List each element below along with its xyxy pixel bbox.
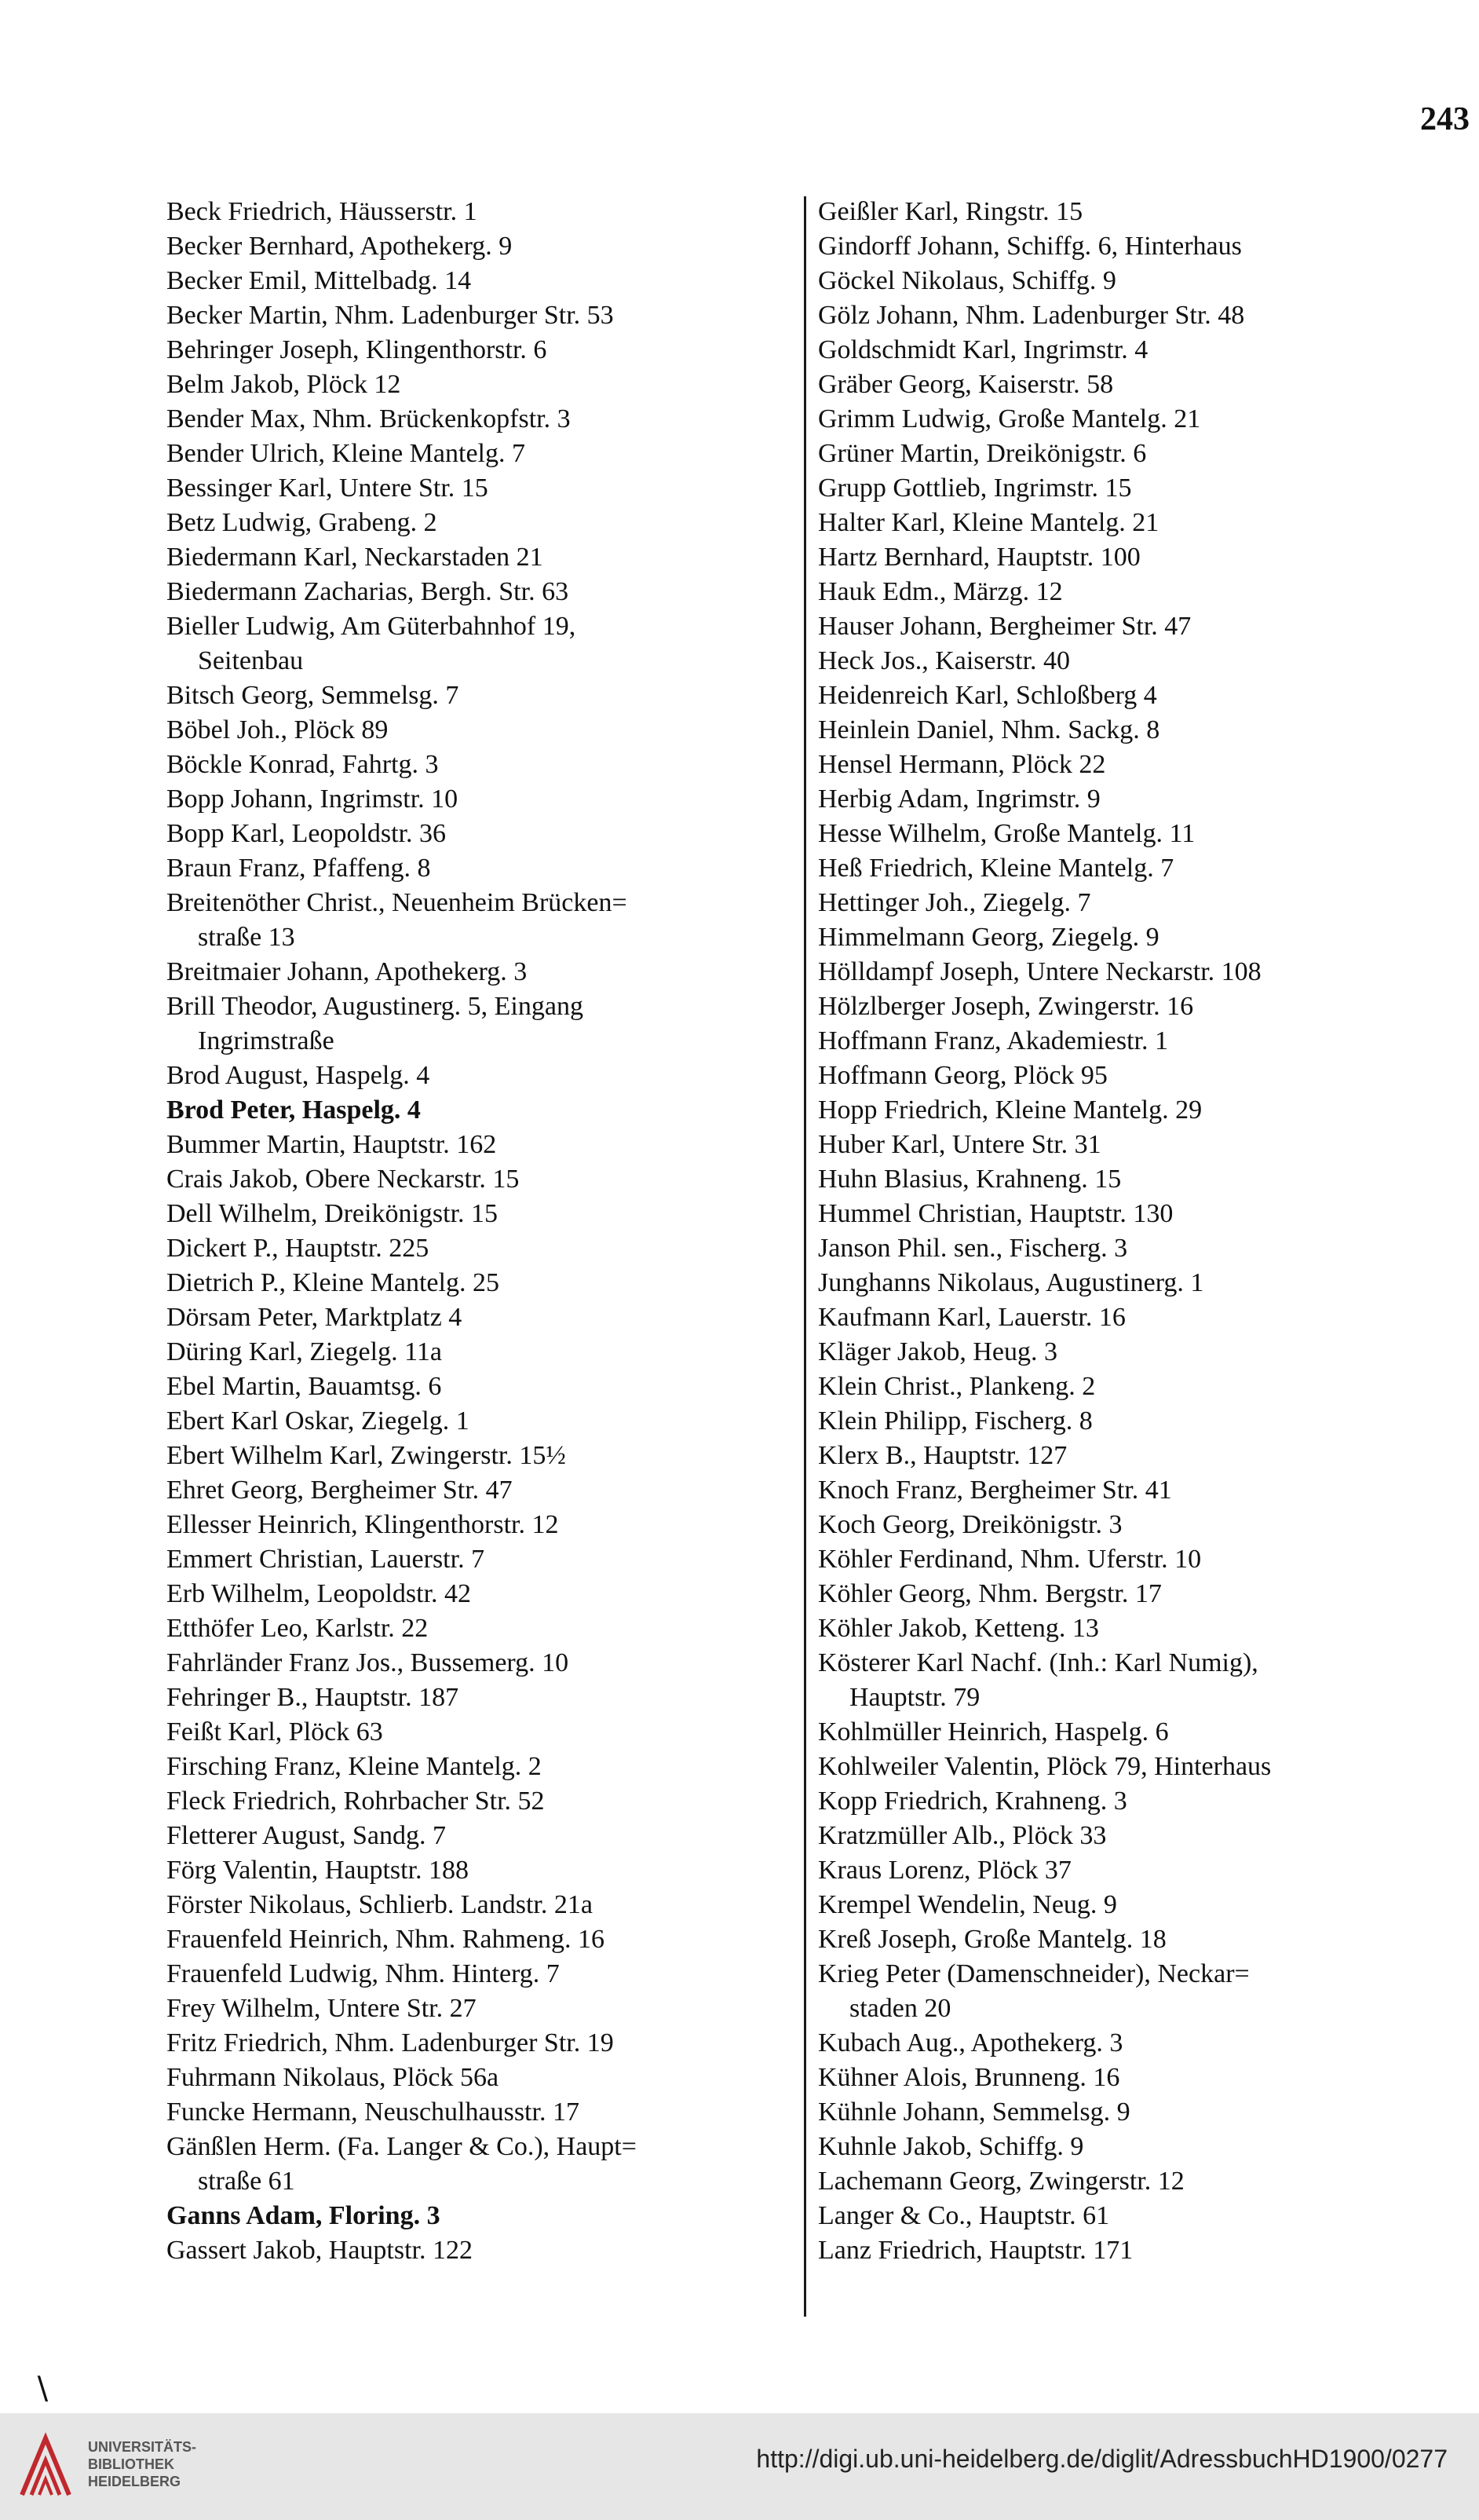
directory-entry bbox=[818, 1853, 1470, 1888]
right-column bbox=[818, 195, 1470, 2268]
entry-text: Gölz Johann, Nhm. Ladenburger Str. 48 bbox=[818, 301, 1245, 330]
entry-text: Klein Christ., Plankeng. 2 bbox=[818, 1372, 1096, 1401]
directory-entry bbox=[166, 817, 802, 851]
directory-entry bbox=[818, 1197, 1470, 1231]
directory-entry bbox=[166, 333, 802, 368]
entry-text: Langer & Co., Hauptstr. 61 bbox=[818, 2201, 1110, 2230]
entry-text: Hartz Bernhard, Hauptstr. 100 bbox=[818, 543, 1141, 572]
entry-text: Etthöfer Leo, Karlstr. 22 bbox=[166, 1614, 429, 1643]
entry-text: Becker Emil, Mittelbadg. 14 bbox=[166, 266, 472, 295]
directory-entry bbox=[166, 886, 802, 955]
entry-text: Gindorff Johann, Schiffg. 6, Hinterhaus bbox=[818, 232, 1242, 261]
entry-text: Förster Nikolaus, Schlierb. Landstr. 21a bbox=[166, 1890, 593, 1919]
entry-text: Huhn Blasius, Krahneng. 15 bbox=[818, 1165, 1122, 1194]
entry-text: Herbig Adam, Ingrimstr. 9 bbox=[818, 785, 1101, 814]
entry-text: Kohlweiler Valentin, Plöck 79, Hinterhaus bbox=[818, 1752, 1272, 1781]
directory-entry bbox=[166, 782, 802, 817]
directory-entry bbox=[166, 1439, 802, 1473]
directory-entry bbox=[166, 1335, 802, 1370]
directory-entry bbox=[166, 1197, 802, 1231]
entry-text: Dickert P., Hauptstr. 225 bbox=[166, 1234, 429, 1263]
entry-text: Böckle Konrad, Fahrtg. 3 bbox=[166, 750, 439, 779]
directory-entry bbox=[818, 2199, 1470, 2233]
entry-text: Behringer Joseph, Klingenthorstr. 6 bbox=[166, 335, 547, 364]
directory-entry bbox=[818, 2233, 1470, 2268]
entry-text: Bitsch Georg, Semmelsg. 7 bbox=[166, 681, 459, 710]
directory-entry bbox=[166, 1059, 802, 1093]
directory-entry bbox=[818, 2164, 1470, 2199]
directory-entry bbox=[166, 1957, 802, 1991]
directory-entry bbox=[166, 748, 802, 782]
entry-text: Halter Karl, Kleine Mantelg. 21 bbox=[818, 508, 1159, 537]
directory-entry bbox=[166, 195, 802, 229]
directory-entry bbox=[166, 1853, 802, 1888]
entry-text: Koch Georg, Dreikönigstr. 3 bbox=[818, 1510, 1123, 1539]
directory-entry bbox=[166, 1991, 802, 2026]
directory-entry bbox=[166, 1611, 802, 1646]
directory-entry bbox=[166, 1162, 802, 1197]
directory-entry bbox=[818, 1370, 1470, 1404]
entry-text: Knoch Franz, Bergheimer Str. 41 bbox=[818, 1476, 1172, 1505]
entry-text: Erb Wilhelm, Leopoldstr. 42 bbox=[166, 1579, 472, 1608]
directory-entry bbox=[166, 298, 802, 333]
library-name bbox=[88, 2438, 196, 2490]
entry-text: Bopp Johann, Ingrimstr. 10 bbox=[166, 785, 458, 814]
entry-text: Bieller Ludwig, Am Güterbahnhof 19, bbox=[166, 612, 576, 641]
directory-entry bbox=[166, 2233, 802, 2268]
entry-text: Hesse Wilhelm, Große Mantelg. 11 bbox=[818, 819, 1196, 848]
directory-entry bbox=[166, 264, 802, 298]
entry-text: Kreß Joseph, Große Mantelg. 18 bbox=[818, 1925, 1167, 1954]
directory-entry bbox=[818, 1439, 1470, 1473]
directory-entry bbox=[166, 1370, 802, 1404]
directory-entry bbox=[818, 264, 1470, 298]
entry-text: Köhler Georg, Nhm. Bergstr. 17 bbox=[818, 1579, 1162, 1608]
directory-entry bbox=[166, 2130, 802, 2199]
directory-entry bbox=[166, 402, 802, 437]
entry-text: Kühnle Johann, Semmelsg. 9 bbox=[818, 2098, 1130, 2127]
entry-text: Ebel Martin, Bauamtsg. 6 bbox=[166, 1372, 442, 1401]
directory-entry bbox=[166, 609, 802, 678]
entry-text: Kubach Aug., Apothekerg. 3 bbox=[818, 2028, 1123, 2057]
directory-entry bbox=[166, 713, 802, 748]
directory-entry bbox=[166, 1715, 802, 1750]
directory-entry bbox=[818, 1231, 1470, 1266]
entry-text: Huber Karl, Untere Str. 31 bbox=[818, 1130, 1101, 1159]
directory-entry bbox=[818, 644, 1470, 678]
entry-text: Göckel Nikolaus, Schiffg. 9 bbox=[818, 266, 1116, 295]
library-name-line2: BIBLIOTHEK bbox=[88, 2456, 174, 2472]
directory-entry bbox=[166, 575, 802, 609]
entry-text: Ebert Wilhelm Karl, Zwingerstr. 15½ bbox=[166, 1441, 566, 1470]
entry-text: Fleck Friedrich, Rohrbacher Str. 52 bbox=[166, 1787, 545, 1816]
entry-continuation: Hauptstr. 79 bbox=[849, 1683, 981, 1712]
entry-text: Ganns Adam, Floring. 3 bbox=[166, 2201, 440, 2230]
entry-text: Bessinger Karl, Untere Str. 15 bbox=[166, 474, 488, 503]
entry-text: Geißler Karl, Ringstr. 15 bbox=[818, 197, 1083, 226]
entry-text: Firsching Franz, Kleine Mantelg. 2 bbox=[166, 1752, 542, 1781]
directory-entry bbox=[166, 437, 802, 471]
entry-text: Grüner Martin, Dreikönigstr. 6 bbox=[818, 439, 1147, 468]
directory-entry bbox=[166, 1888, 802, 1922]
directory-entry bbox=[818, 540, 1470, 575]
directory-entry bbox=[818, 1128, 1470, 1162]
entry-text: Frauenfeld Ludwig, Nhm. Hinterg. 7 bbox=[166, 1959, 560, 1988]
entry-text: Kratzmüller Alb., Plöck 33 bbox=[818, 1821, 1107, 1850]
directory-entry bbox=[166, 678, 802, 713]
entry-text: Hölldampf Joseph, Untere Neckarstr. 108 bbox=[818, 957, 1262, 986]
directory-entry bbox=[818, 817, 1470, 851]
entry-text: Hettinger Joh., Ziegelg. 7 bbox=[818, 888, 1091, 917]
entry-text: Lachemann Georg, Zwingerstr. 12 bbox=[818, 2167, 1185, 2196]
directory-entry bbox=[166, 2026, 802, 2061]
entry-text: Kohlmüller Heinrich, Haspelg. 6 bbox=[818, 1717, 1169, 1746]
entry-text: Grupp Gottlieb, Ingrimstr. 15 bbox=[818, 474, 1132, 503]
entry-text: Heck Jos., Kaiserstr. 40 bbox=[818, 646, 1071, 675]
directory-entry bbox=[818, 955, 1470, 989]
entry-text: Biedermann Karl, Neckarstaden 21 bbox=[166, 543, 543, 572]
entry-text: Feißt Karl, Plöck 63 bbox=[166, 1717, 383, 1746]
entry-text: Dietrich P., Kleine Mantelg. 25 bbox=[166, 1268, 499, 1297]
entry-text: Junghanns Nikolaus, Augustinerg. 1 bbox=[818, 1268, 1204, 1297]
entry-continuation: Seitenbau bbox=[198, 646, 304, 675]
directory-entry bbox=[818, 1750, 1470, 1784]
directory-entry bbox=[166, 1404, 802, 1439]
directory-entry bbox=[818, 748, 1470, 782]
directory-entry bbox=[818, 2095, 1470, 2130]
directory-entry bbox=[818, 471, 1470, 506]
entry-text: Braun Franz, Pfaffeng. 8 bbox=[166, 854, 431, 883]
entry-text: Gräber Georg, Kaiserstr. 58 bbox=[818, 370, 1114, 399]
directory-entry bbox=[166, 955, 802, 989]
directory-entry bbox=[818, 1059, 1470, 1093]
directory-entry bbox=[166, 2095, 802, 2130]
directory-entry bbox=[818, 609, 1470, 644]
directory-entry bbox=[818, 402, 1470, 437]
entry-text: Gänßlen Herm. (Fa. Langer & Co.), Haupt= bbox=[166, 2132, 637, 2161]
directory-entry bbox=[818, 1473, 1470, 1508]
entry-text: Breitenöther Christ., Neuenheim Brücken= bbox=[166, 888, 627, 917]
entry-text: Fehringer B., Hauptstr. 187 bbox=[166, 1683, 459, 1712]
directory-entry bbox=[166, 1784, 802, 1819]
directory-entry bbox=[818, 851, 1470, 886]
entry-text: Kopp Friedrich, Krahneng. 3 bbox=[818, 1787, 1127, 1816]
entry-text: Krieg Peter (Damenschneider), Neckar= bbox=[818, 1959, 1250, 1988]
directory-entry bbox=[818, 506, 1470, 540]
directory-entry bbox=[818, 1611, 1470, 1646]
entry-text: Becker Bernhard, Apothekerg. 9 bbox=[166, 232, 513, 261]
entry-text: Heß Friedrich, Kleine Mantelg. 7 bbox=[818, 854, 1174, 883]
directory-entry bbox=[818, 195, 1470, 229]
university-logo-icon bbox=[14, 2432, 77, 2501]
directory-entry bbox=[166, 2061, 802, 2095]
entry-text: Himmelmann Georg, Ziegelg. 9 bbox=[818, 923, 1159, 952]
entry-text: Hölzlberger Joseph, Zwingerstr. 16 bbox=[818, 992, 1194, 1021]
directory-entry bbox=[166, 1922, 802, 1957]
directory-entry bbox=[818, 229, 1470, 264]
directory-entry bbox=[166, 540, 802, 575]
entry-text: Hauk Edm., Märzg. 12 bbox=[818, 577, 1063, 606]
directory-entry bbox=[818, 2061, 1470, 2095]
page-number: 243 bbox=[1420, 101, 1470, 137]
entry-text: Dell Wilhelm, Dreikönigstr. 15 bbox=[166, 1199, 498, 1228]
entry-text: Heinlein Daniel, Nhm. Sackg. 8 bbox=[818, 715, 1160, 744]
directory-entry bbox=[166, 1542, 802, 1577]
directory-entry bbox=[818, 2130, 1470, 2164]
directory-entry bbox=[166, 2199, 802, 2233]
directory-entry bbox=[818, 1093, 1470, 1128]
entry-text: Kösterer Karl Nachf. (Inh.: Karl Numig), bbox=[818, 1648, 1258, 1677]
entry-text: Belm Jakob, Plöck 12 bbox=[166, 370, 401, 399]
directory-entry bbox=[166, 1508, 802, 1542]
directory-entry bbox=[818, 1508, 1470, 1542]
entry-text: Frey Wilhelm, Untere Str. 27 bbox=[166, 1994, 477, 2023]
source-url-link[interactable]: http://digi.ub.uni-heidelberg.de/diglit/AdressbuchHD1900/0277 bbox=[756, 2445, 1448, 2473]
entry-text: Beck Friedrich, Häusserstr. 1 bbox=[166, 197, 477, 226]
entry-text: Brod August, Haspelg. 4 bbox=[166, 1061, 430, 1090]
entry-text: Fahrländer Franz Jos., Bussemerg. 10 bbox=[166, 1648, 569, 1677]
library-name-line1: UNIVERSITÄTS- bbox=[88, 2439, 197, 2455]
directory-entry bbox=[818, 1266, 1470, 1300]
directory-entry bbox=[818, 1335, 1470, 1370]
column-divider bbox=[804, 196, 806, 2317]
entry-text: Bummer Martin, Hauptstr. 162 bbox=[166, 1130, 497, 1159]
entry-text: Funcke Hermann, Neuschulhausstr. 17 bbox=[166, 2098, 579, 2127]
entry-text: Kuhnle Jakob, Schiffg. 9 bbox=[818, 2132, 1084, 2161]
entry-text: Klerx B., Hauptstr. 127 bbox=[818, 1441, 1068, 1470]
directory-entry bbox=[818, 575, 1470, 609]
entry-text: Kühner Alois, Brunneng. 16 bbox=[818, 2063, 1120, 2092]
directory-entry bbox=[818, 1957, 1470, 2026]
left-column bbox=[166, 195, 802, 2268]
entry-text: Böbel Joh., Plöck 89 bbox=[166, 715, 389, 744]
directory-entry bbox=[818, 886, 1470, 920]
directory-entry bbox=[166, 989, 802, 1059]
entry-text: Frauenfeld Heinrich, Nhm. Rahmeng. 16 bbox=[166, 1925, 605, 1954]
entry-text: Brill Theodor, Augustinerg. 5, Eingang bbox=[166, 992, 583, 1021]
directory-entry bbox=[818, 1819, 1470, 1853]
entry-text: Heidenreich Karl, Schloßberg 4 bbox=[818, 681, 1157, 710]
directory-entry bbox=[818, 368, 1470, 402]
directory-entry bbox=[818, 1300, 1470, 1335]
entry-text: Ebert Karl Oskar, Ziegelg. 1 bbox=[166, 1406, 469, 1436]
entry-text: Hensel Hermann, Plöck 22 bbox=[818, 750, 1106, 779]
directory-entry bbox=[166, 1750, 802, 1784]
entry-continuation: straße 61 bbox=[198, 2167, 295, 2196]
directory-entry bbox=[166, 368, 802, 402]
entry-text: Becker Martin, Nhm. Ladenburger Str. 53 bbox=[166, 301, 614, 330]
directory-entry bbox=[818, 713, 1470, 748]
entry-text: Hummel Christian, Hauptstr. 130 bbox=[818, 1199, 1174, 1228]
entry-text: Krempel Wendelin, Neug. 9 bbox=[818, 1890, 1117, 1919]
entry-text: Bopp Karl, Leopoldstr. 36 bbox=[166, 819, 447, 848]
directory-entry bbox=[166, 506, 802, 540]
entry-continuation: Ingrimstraße bbox=[198, 1026, 334, 1055]
entry-text: Betz Ludwig, Grabeng. 2 bbox=[166, 508, 437, 537]
entry-text: Fuhrmann Nikolaus, Plöck 56a bbox=[166, 2063, 499, 2092]
directory-entry bbox=[818, 298, 1470, 333]
entry-text: Hoffmann Franz, Akademiestr. 1 bbox=[818, 1026, 1169, 1055]
entry-text: Kaufmann Karl, Lauerstr. 16 bbox=[818, 1303, 1126, 1332]
margin-mark: ∖ bbox=[31, 2372, 52, 2408]
entry-text: Grimm Ludwig, Große Mantelg. 21 bbox=[818, 404, 1201, 433]
entry-text: Fritz Friedrich, Nhm. Ladenburger Str. 19 bbox=[166, 2028, 614, 2057]
directory-entry bbox=[818, 1784, 1470, 1819]
directory-entry bbox=[818, 1577, 1470, 1611]
directory-entry bbox=[166, 1646, 802, 1681]
entry-text: Brod Peter, Haspelg. 4 bbox=[166, 1095, 421, 1125]
entry-text: Biedermann Zacharias, Bergh. Str. 63 bbox=[166, 577, 569, 606]
entry-text: Emmert Christian, Lauerstr. 7 bbox=[166, 1545, 485, 1574]
directory-entry bbox=[166, 1266, 802, 1300]
directory-entry bbox=[818, 920, 1470, 955]
directory-entry bbox=[818, 1404, 1470, 1439]
entry-text: Dörsam Peter, Marktplatz 4 bbox=[166, 1303, 462, 1332]
directory-entry bbox=[818, 437, 1470, 471]
directory-entry bbox=[818, 678, 1470, 713]
directory-entry bbox=[166, 851, 802, 886]
entry-text: Hopp Friedrich, Kleine Mantelg. 29 bbox=[818, 1095, 1203, 1125]
entry-text: Hauser Johann, Bergheimer Str. 47 bbox=[818, 612, 1192, 641]
entry-text: Düring Karl, Ziegelg. 11a bbox=[166, 1337, 442, 1366]
entry-text: Bender Ulrich, Kleine Mantelg. 7 bbox=[166, 439, 525, 468]
footer-bar bbox=[0, 2413, 1479, 2520]
entry-text: Gassert Jakob, Hauptstr. 122 bbox=[166, 2236, 473, 2265]
directory-entry bbox=[818, 2026, 1470, 2061]
entry-text: Crais Jakob, Obere Neckarstr. 15 bbox=[166, 1165, 520, 1194]
entry-text: Janson Phil. sen., Fischerg. 3 bbox=[818, 1234, 1128, 1263]
directory-entry bbox=[166, 1473, 802, 1508]
entry-text: Ehret Georg, Bergheimer Str. 47 bbox=[166, 1476, 513, 1505]
entry-text: Bender Max, Nhm. Brückenkopfstr. 3 bbox=[166, 404, 571, 433]
directory-entry bbox=[166, 1128, 802, 1162]
directory-entry bbox=[818, 1922, 1470, 1957]
directory-entry bbox=[818, 1162, 1470, 1197]
entry-text: Klein Philipp, Fischerg. 8 bbox=[818, 1406, 1093, 1436]
directory-entry bbox=[166, 229, 802, 264]
directory-entry bbox=[818, 1715, 1470, 1750]
entry-text: Förg Valentin, Hauptstr. 188 bbox=[166, 1856, 469, 1885]
directory-entry bbox=[818, 1646, 1470, 1715]
directory-entry bbox=[818, 1542, 1470, 1577]
directory-entry bbox=[818, 1024, 1470, 1059]
entry-text: Kraus Lorenz, Plöck 37 bbox=[818, 1856, 1072, 1885]
entry-text: Köhler Ferdinand, Nhm. Uferstr. 10 bbox=[818, 1545, 1202, 1574]
entry-text: Breitmaier Johann, Apothekerg. 3 bbox=[166, 957, 528, 986]
entry-text: Kläger Jakob, Heug. 3 bbox=[818, 1337, 1057, 1366]
directory-entry bbox=[166, 1300, 802, 1335]
directory-entry bbox=[166, 1681, 802, 1715]
library-name-line3: HEIDELBERG bbox=[88, 2474, 181, 2489]
directory-entry bbox=[166, 1231, 802, 1266]
entry-text: Goldschmidt Karl, Ingrimstr. 4 bbox=[818, 335, 1149, 364]
entry-text: Ellesser Heinrich, Klingenthorstr. 12 bbox=[166, 1510, 559, 1539]
directory-entry bbox=[166, 1093, 802, 1128]
entry-text: Hoffmann Georg, Plöck 95 bbox=[818, 1061, 1108, 1090]
directory-entry bbox=[818, 1888, 1470, 1922]
entry-text: Fletterer August, Sandg. 7 bbox=[166, 1821, 447, 1850]
entry-continuation: staden 20 bbox=[849, 1994, 951, 2023]
entry-continuation: straße 13 bbox=[198, 923, 295, 952]
directory-entry bbox=[166, 1577, 802, 1611]
directory-entry bbox=[818, 989, 1470, 1024]
entry-text: Lanz Friedrich, Hauptstr. 171 bbox=[818, 2236, 1134, 2265]
directory-entry bbox=[818, 333, 1470, 368]
directory-entry bbox=[166, 471, 802, 506]
directory-entry bbox=[818, 782, 1470, 817]
entry-text: Köhler Jakob, Ketteng. 13 bbox=[818, 1614, 1099, 1643]
directory-entry bbox=[166, 1819, 802, 1853]
